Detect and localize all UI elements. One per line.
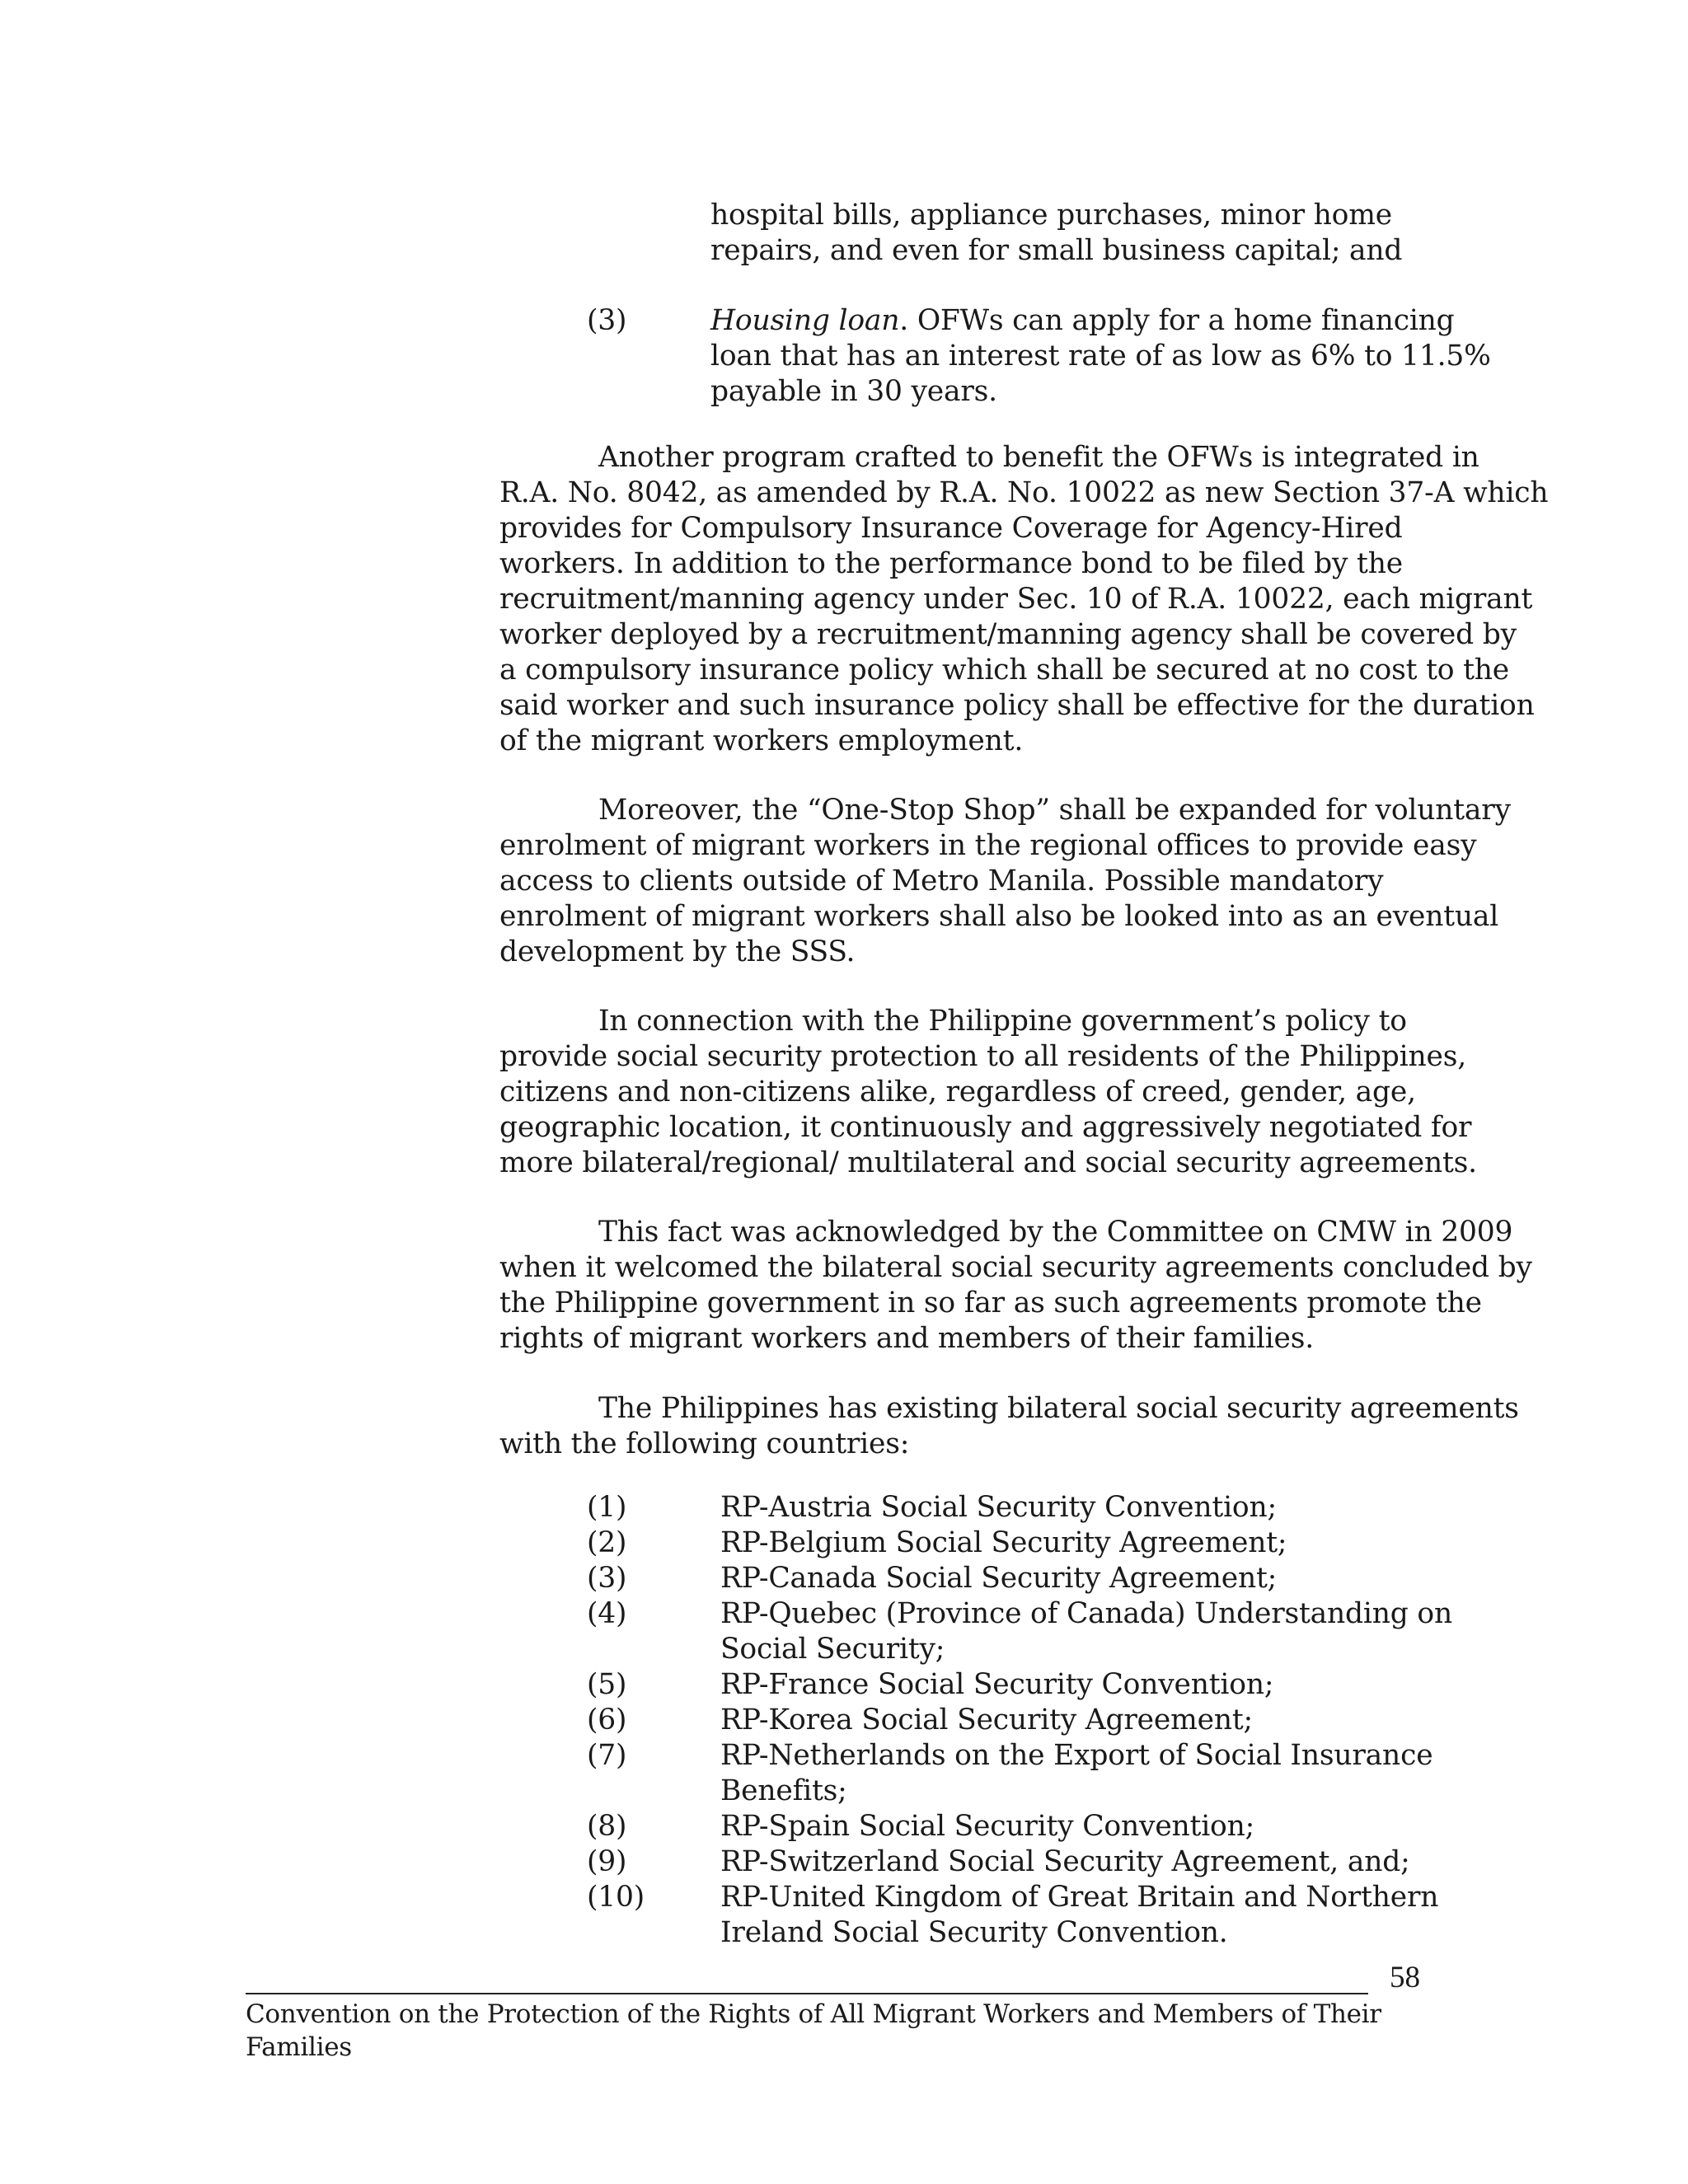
list-item-number: (5)	[587, 1668, 627, 1701]
paragraph-line: This fact was acknowledged by the Committee on CMW in 2009	[598, 1216, 1513, 1249]
paragraph-line: when it welcomed the bilateral social security agreements concluded by	[499, 1251, 1532, 1284]
footer-line: Convention on the Protection of the Rights of All Migrant Workers and Members of Their	[246, 1999, 1381, 2029]
continuation-line: hospital bills, appliance purchases, minor home	[710, 199, 1392, 232]
paragraph-line: provides for Compulsory Insurance Coverage for Agency-Hired	[499, 512, 1403, 545]
list-item-text: Benefits;	[720, 1774, 847, 1807]
list-item-number: (4)	[587, 1597, 627, 1630]
footer-line: Families	[246, 2032, 352, 2062]
paragraph-line: R.A. No. 8042, as amended by R.A. No. 10022 as new Section 37-A which	[499, 476, 1549, 509]
list-item	[587, 1667, 1432, 1703]
list-item	[587, 1844, 1432, 1880]
list-item-text: RP-Netherlands on the Export of Social Insurance	[720, 1739, 1433, 1772]
paragraph-line: of the migrant workers employment.	[499, 724, 1024, 757]
page-number: 58	[1390, 1961, 1420, 1994]
housing-loan-text: . OFWs can apply for a home financing	[899, 304, 1455, 337]
paragraph-line: worker deployed by a recruitment/manning agency shall be covered by	[499, 618, 1517, 651]
paragraph-line: rights of migrant workers and members of their families.	[499, 1322, 1314, 1355]
list-item-text: RP-Belgium Social Security Agreement;	[720, 1526, 1287, 1559]
list-item-text: RP-Quebec (Province of Canada) Understanding on	[720, 1597, 1453, 1630]
list-item-number: (7)	[587, 1739, 627, 1772]
paragraph-line: workers. In addition to the performance bond to be filed by the	[499, 547, 1403, 580]
housing-loan-line: loan that has an interest rate of as low as 6% to 11.5%	[710, 340, 1491, 373]
list-item-text: RP-Spain Social Security Convention;	[720, 1810, 1255, 1843]
paragraph-line: geographic location, it continuously and aggressively negotiated for	[499, 1111, 1472, 1144]
paragraph-insurance-coverage	[499, 440, 1549, 759]
footer-divider	[246, 1993, 1368, 1994]
paragraph-line: enrolment of migrant workers in the regional offices to provide easy	[499, 829, 1477, 862]
list-item-number: (10)	[587, 1881, 645, 1914]
list-item-text: RP-Austria Social Security Convention;	[720, 1491, 1277, 1524]
list-item	[587, 1490, 1432, 1526]
list-item-number: (9)	[587, 1845, 627, 1878]
paragraph-line: citizens and non-citizens alike, regardless of creed, gender, age,	[499, 1076, 1416, 1108]
paragraph-line: a compulsory insurance policy which shall be secured at no cost to the	[499, 654, 1509, 687]
paragraph-line: In connection with the Philippine government’s policy to	[598, 1005, 1407, 1038]
paragraph-line: development by the SSS.	[499, 935, 856, 968]
agreements-list	[587, 1490, 1453, 1951]
continuation-line: repairs, and even for small business capital; and	[710, 234, 1403, 267]
list-item-text: RP-Canada Social Security Agreement;	[720, 1562, 1278, 1595]
list-item	[587, 1596, 1453, 1667]
paragraph-line: more bilateral/regional/ multilateral and social security agreements.	[499, 1146, 1477, 1179]
paragraph-line: the Philippine government in so far as such agreements promote the	[499, 1286, 1482, 1319]
list-item	[587, 1738, 1432, 1809]
list-item-text: Social Security;	[720, 1633, 945, 1666]
paragraph-line: provide social security protection to all residents of the Philippines,	[499, 1040, 1466, 1073]
list-item	[587, 1703, 1432, 1738]
paragraph-bilateral-agreements	[499, 1391, 1519, 1462]
paragraph-social-security-policy	[499, 1004, 1477, 1181]
footer-document-title	[246, 1998, 1400, 2064]
list-item-text: RP-Korea Social Security Agreement;	[720, 1704, 1253, 1736]
paragraph-line: recruitment/manning agency under Sec. 10 of R.A. 10022, each migrant	[499, 583, 1533, 616]
list-item	[587, 1880, 1439, 1951]
paragraph-line: Another program crafted to benefit the OFWs is integrated in	[598, 441, 1479, 474]
paragraph-line: access to clients outside of Metro Manila. Possible mandatory	[499, 865, 1384, 898]
list-item	[587, 1809, 1432, 1844]
list-item-number: (2)	[587, 1526, 627, 1559]
list-item-text: RP-Switzerland Social Security Agreement, and;	[720, 1845, 1410, 1878]
housing-loan-line	[710, 303, 1455, 339]
paragraph-one-stop-shop	[499, 793, 1511, 970]
list-item-text: RP-United Kingdom of Great Britain and Northern	[720, 1881, 1439, 1914]
list-item-number: (6)	[587, 1704, 627, 1736]
paragraph-line: enrolment of migrant workers shall also be looked into as an eventual	[499, 900, 1499, 933]
list-item-number: (3)	[587, 1562, 627, 1595]
list-item-number: (8)	[587, 1810, 627, 1843]
paragraph-line: Moreover, the “One-Stop Shop” shall be expanded for voluntary	[598, 794, 1511, 827]
list-item-number: (1)	[587, 1491, 627, 1524]
list-item-text: RP-France Social Security Convention;	[720, 1668, 1274, 1701]
paragraph-line: with the following countries:	[499, 1427, 910, 1460]
list-item	[587, 1526, 1432, 1561]
paragraph-line: The Philippines has existing bilateral social security agreements	[598, 1392, 1519, 1425]
item-number: (3)	[587, 304, 627, 337]
list-item	[587, 1561, 1432, 1596]
housing-loan-line: payable in 30 years.	[710, 375, 997, 408]
paragraph-committee-cmw	[499, 1215, 1532, 1357]
paragraph-line: said worker and such insurance policy shall be effective for the duration	[499, 689, 1535, 722]
housing-loan-term: Housing loan	[710, 304, 900, 337]
list-item-text: Ireland Social Security Convention.	[720, 1916, 1228, 1949]
